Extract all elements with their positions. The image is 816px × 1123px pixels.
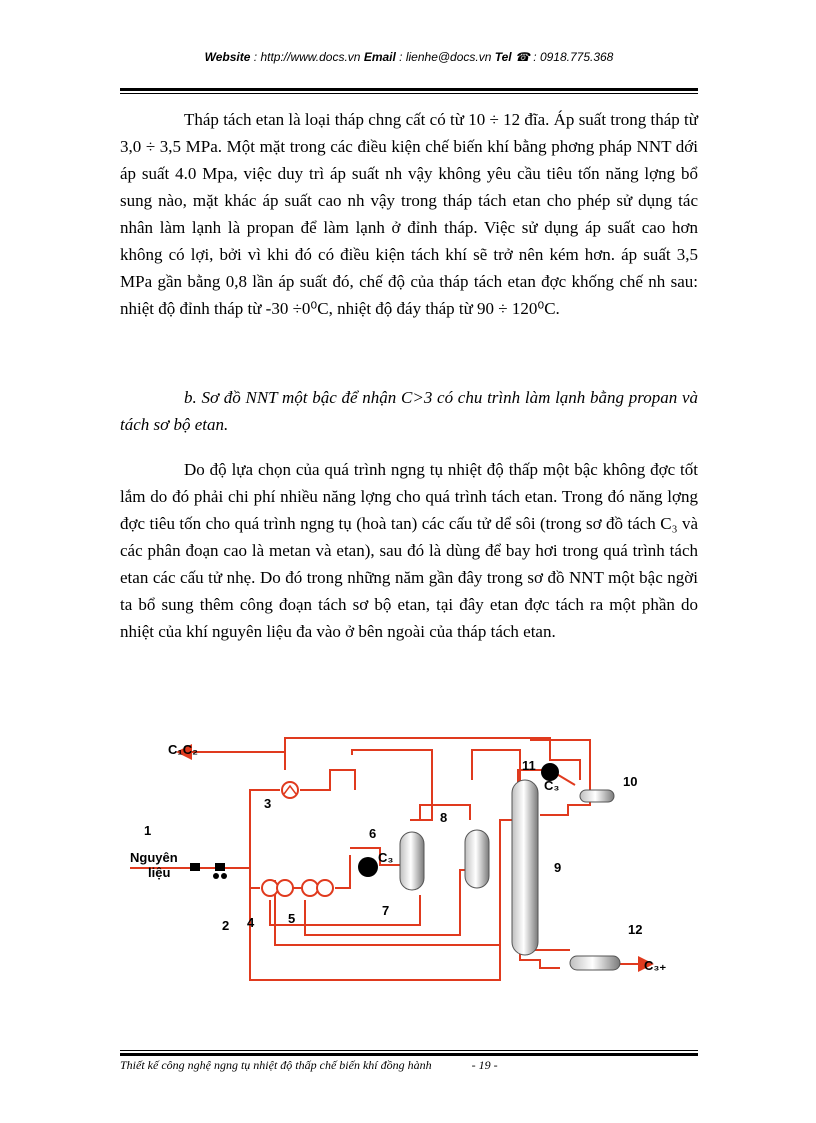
label-1: 1	[144, 823, 152, 838]
label-5: 5	[288, 911, 296, 926]
process-diagram	[120, 720, 698, 1000]
paragraph-1-text: Tháp tách etan là loại tháp chng cất có từ 10 ÷ 12 đĩa. Áp suất trong tháp từ 3,0 ÷ 3,5 MPa. Một mặt trong các điều kiện chế biến khí bằng phơng pháp NNT dới áp suất 4.0 Mpa, việc duy trì áp suất nh vậy không yêu cầu tiêu tốn năng lợng bổ sung nào, mặt khác áp suất cao nh vậy trong tháp tách etan cho phép sử dụng tác nhân làm lạnh là propan để làm lạnh ở đỉnh tháp. Việc sử dụng áp suất cao hơn không có lợi, bởi vì khi đó có điều kiện tách khí sẽ trở nên kém hơn. áp suất 3,5 MPa gần bằng 0,8 lần áp suất đó, chế độ của tháp tách etan đợc khống chế nh sau: nhiệt độ đỉnh tháp từ -30 ÷0⁰C, nhiệt độ đáy tháp từ 90 ÷ 120⁰C.	[120, 110, 698, 318]
line-from-col9-top	[472, 750, 520, 785]
subheading	[120, 384, 698, 438]
label-6: 6	[369, 826, 377, 841]
exchanger-4b-icon	[277, 880, 293, 896]
paragraph-1	[120, 106, 698, 322]
label-7: 7	[382, 903, 390, 918]
label-10: 10	[623, 774, 638, 789]
tel-label: Tel	[494, 50, 512, 64]
subheading-text: b. Sơ đồ NNT một bậc để nhận C>3 có chu trình làm lạnh bằng propan và tách sơ bộ etan.	[120, 388, 698, 434]
website-value: : http://www.docs.vn	[250, 50, 364, 64]
label-3: 3	[264, 796, 272, 811]
separator-8	[465, 830, 489, 888]
label-11: 11	[522, 758, 536, 773]
page-header	[120, 50, 698, 64]
page-number: - 19 -	[471, 1058, 498, 1072]
cooler-6-icon	[358, 857, 378, 877]
exchanger-5a-icon	[302, 880, 318, 896]
reflux-drum-10	[580, 790, 614, 802]
paragraph-2	[120, 456, 698, 645]
tel-value: ☎ : 0918.775.368	[511, 50, 614, 64]
label-2: 2	[222, 918, 230, 933]
pump-2b-icon	[221, 873, 227, 879]
label-c3-cooler11: C₃	[544, 778, 560, 793]
valve-2-icon	[215, 863, 225, 871]
website-label: Website	[204, 50, 251, 64]
label-c3plus: C₃₊	[644, 958, 667, 973]
exchanger-3-icon	[282, 782, 298, 798]
email-value: : lienhe@docs.vn	[395, 50, 495, 64]
page-footer	[120, 1058, 498, 1073]
label-4: 4	[247, 915, 255, 930]
label-feed-1: Nguyên	[130, 850, 178, 865]
footer-rule-thin	[120, 1050, 698, 1051]
footer-rule-thick	[120, 1053, 698, 1056]
footer-title: Thiết kế công nghệ ngng tụ nhiệt độ thấp chế biến khí đồng hành	[120, 1058, 432, 1072]
label-12: 12	[628, 922, 643, 937]
label-c1c2: C₁C₂	[168, 742, 198, 757]
label-9: 9	[554, 860, 562, 875]
valve-1-icon	[190, 863, 200, 871]
label-feed-2: liệu	[148, 865, 171, 880]
exchanger-4a-icon	[262, 880, 278, 896]
label-c3-cooler6: C₃	[378, 850, 394, 865]
paragraph-2-text: Do độ lựa chọn của quá trình ngng tụ nhiệt độ thấp một bậc không đợc tốt lắm do đó phải chi phí nhiều năng lợng cho quá trình tách etan. Trong đó năng lợng đợc tiêu tốn cho quá trình ngng tụ (hoà tan) các cấu tử dể sôi (trong sơ đồ tách C₃ và các phân đoạn cao là metan và etan), sau đó là dùng để bay hơi trong quá trình tách etan các cấu tử nhẹ. Do đó trong những năm gần đây trong sơ đồ NNT một bậc ngời ta bổ sung thêm công đoạn tách sơ bộ etan, tại đây etan đợc tách ra một phần do nhiệt của khí nguyên liệu đa vào ở bên ngoài của tháp tách etan.	[120, 460, 698, 641]
header-rule-thin	[120, 93, 698, 94]
separator-7	[400, 832, 424, 890]
pump-2-icon	[213, 873, 219, 879]
reboiler-12	[570, 956, 620, 970]
column-9	[512, 780, 538, 955]
header-rule-thick	[120, 88, 698, 91]
label-8: 8	[440, 810, 448, 825]
email-label: Email	[363, 50, 396, 64]
exchanger-5b-icon	[317, 880, 333, 896]
line-exch3	[300, 770, 355, 790]
